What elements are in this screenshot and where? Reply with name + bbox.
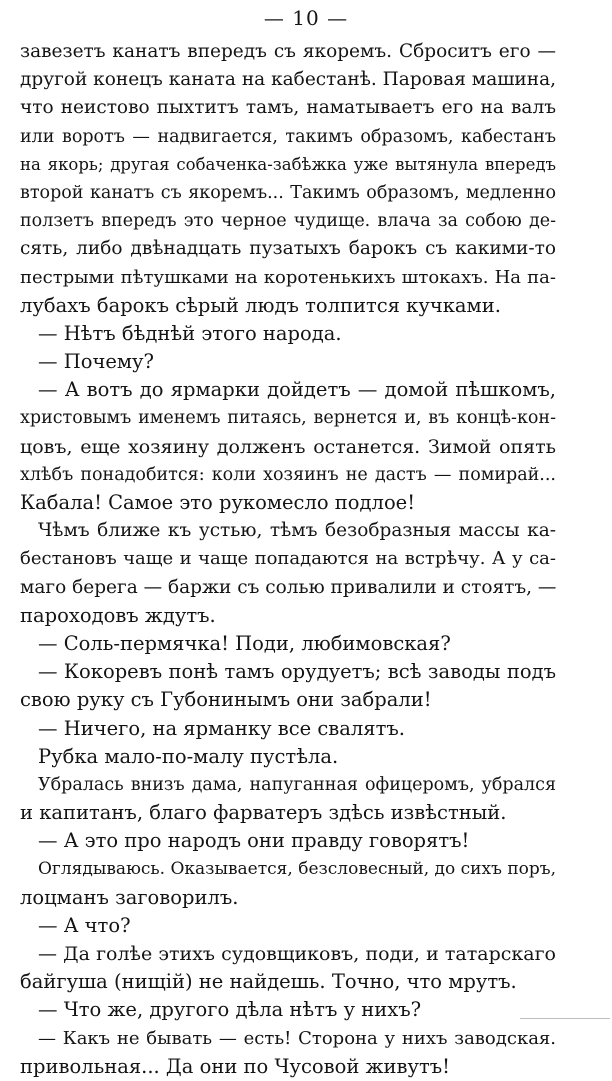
- text-line: ползетъ впередъ это черное чудище. влача за собою де-: [20, 211, 556, 232]
- text-line: — Что же, другого дѣла нѣтъ у нихъ?: [38, 998, 422, 1022]
- text-line: — Соль-пермячка! Поди, любимовская?: [38, 631, 451, 655]
- text-line: — Почему?: [38, 350, 154, 374]
- text-line: — А это про народъ они правду говорятъ!: [38, 829, 470, 853]
- text-line: Убралась внизъ дама, напуганная офицеромъ, убрался: [38, 774, 556, 795]
- text-line: что неистово пыхтитъ тамъ, наматываетъ его на валъ: [20, 97, 556, 119]
- text-line: или воротъ — надвигается, такимъ образомъ, кабестанъ: [20, 126, 556, 147]
- scan-edge-mark: [520, 1018, 610, 1019]
- text-line: маго берега — баржи съ солью привалили и стоятъ, —: [20, 576, 557, 598]
- text-line: — Да голѣе этихъ судовщиковъ, поди, и татарскаго: [38, 943, 556, 965]
- text-line: сять, либо двѣнадцать пузатыхъ барокъ съ какими-то: [20, 238, 556, 260]
- text-line: пароходовъ ждутъ.: [20, 603, 216, 627]
- text-line: — А что?: [38, 913, 131, 937]
- page-number: — 10 —: [263, 6, 349, 30]
- text-line: пестрыми пѣтушками на коротенькихъ штокахъ. На па-: [20, 266, 556, 288]
- text-line: христовымъ именемъ питаясь, вернется и, въ концѣ-кон-: [20, 408, 556, 429]
- text-line: бестановъ чаще и чаще попадаются на встрѣчу. А у са-: [20, 548, 556, 570]
- text-line: Кабала! Самое это рукомесло подлое!: [20, 491, 416, 514]
- body-text: [20, 38, 556, 1081]
- text-line: завезетъ канатъ впередъ съ якоремъ. Сброситъ его —: [20, 41, 556, 62]
- text-line: свою руку съ Губонинымъ они забрали!: [20, 688, 432, 712]
- text-line: — Какъ не бывать — есть! Сторона у нихъ заводская.: [38, 1027, 556, 1049]
- text-line: байгуша (нищій) не найдешь. Точно, что мрутъ.: [20, 970, 517, 994]
- text-line: Рубка мало-по-малу пустѣла.: [38, 744, 339, 768]
- text-line: привольная... Да они по Чусовой живутъ!: [20, 1054, 450, 1078]
- text-line: Чѣмъ ближе къ устью, тѣмъ безобразныя массы ка-: [38, 520, 556, 542]
- text-line: лубахъ барокъ сѣрый людъ толпится кучками.: [20, 293, 501, 317]
- text-line: Оглядываюсь. Оказывается, безсловесный, до сихъ поръ,: [38, 859, 556, 880]
- text-line: на якорь; другая собаченка-забѣжка уже вытянула впередъ: [20, 154, 556, 174]
- text-line: другой конецъ каната на кабестанѣ. Паровая машина,: [20, 69, 556, 91]
- text-line: лоцманъ заговорилъ.: [20, 885, 239, 909]
- text-line: хлѣбъ понадобится: коли хозяинъ не дастъ — помирай...: [20, 464, 556, 485]
- text-line: — Ничего, на ярманку все свалятъ.: [38, 716, 405, 740]
- text-line: — Кокоревъ понѣ тамъ орудуетъ; всѣ заводы подъ: [38, 660, 556, 684]
- text-line: — Нѣтъ бѣднѣй этого народа.: [38, 321, 342, 345]
- text-line: и капитанъ, благо фарватеръ здѣсь извѣстный.: [20, 801, 507, 825]
- text-line: — А вотъ до ярмарки дойдетъ — домой пѣшкомъ,: [38, 378, 556, 402]
- text-line: цовъ, еще хозяину долженъ останется. Зимой опять: [20, 435, 556, 458]
- text-line: второй канатъ съ якоремъ... Такимъ образомъ, медленно: [20, 182, 556, 203]
